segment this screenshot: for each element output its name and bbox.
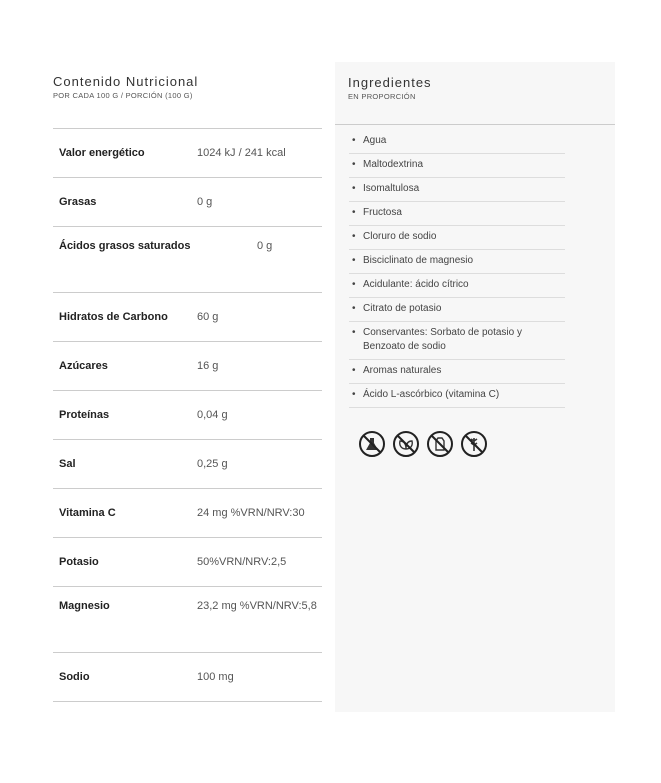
nutrient-value: 23,2 mg %VRN/NRV:5,8 xyxy=(197,600,317,612)
table-row xyxy=(53,653,322,702)
nutrient-value: 50%VRN/NRV:2,5 xyxy=(197,556,287,568)
list-item: • Maltodextrina xyxy=(349,154,565,178)
table-row xyxy=(53,391,322,440)
nutrient-value: 100 mg xyxy=(197,671,234,683)
list-item: • Citrato de potasio xyxy=(349,298,565,322)
nutrient-value: 0,25 g xyxy=(197,458,228,470)
table-row xyxy=(53,587,322,653)
nutrient-name: Ácidos grasos saturados xyxy=(59,240,191,252)
table-row xyxy=(53,178,322,227)
table-row xyxy=(53,129,322,178)
table-row xyxy=(53,227,322,293)
table-row xyxy=(53,489,322,538)
list-item: • Cloruro de sodio xyxy=(349,226,565,250)
vegan-icon xyxy=(392,430,420,458)
nutrient-value: 16 g xyxy=(197,360,219,372)
nutrient-name: Valor energético xyxy=(59,147,145,159)
ingredients-subtitle: EN PROPORCIÓN xyxy=(348,92,416,101)
list-item: • Agua xyxy=(349,130,565,154)
ingredients-title: Ingredientes xyxy=(348,75,432,90)
list-item: • Fructosa xyxy=(349,202,565,226)
nutrient-value: 1024 kJ / 241 kcal xyxy=(197,147,286,159)
nutrient-name: Proteínas xyxy=(59,409,110,421)
nutrient-name: Grasas xyxy=(59,196,97,208)
divider xyxy=(335,124,615,125)
list-item: • Aromas naturales xyxy=(349,360,565,384)
ingredients-panel xyxy=(335,62,615,712)
gluten-free-icon xyxy=(460,430,488,458)
ingredients-list xyxy=(349,130,565,408)
nutrition-title: Contenido Nutricional xyxy=(53,74,199,89)
no-chemicals-icon xyxy=(358,430,386,458)
nutrient-name: Sal xyxy=(59,458,76,470)
list-item: • Ácido L-ascórbico (vitamina C) xyxy=(349,384,565,408)
nutrition-table xyxy=(53,128,322,702)
table-row xyxy=(53,440,322,489)
table-row xyxy=(53,342,322,391)
nutrient-name: Vitamina C xyxy=(59,507,116,519)
nutrient-name: Sodio xyxy=(59,671,90,683)
nutrition-subtitle: POR CADA 100 G / PORCIÓN (100 G) xyxy=(53,91,193,100)
nutrient-value: 24 mg %VRN/NRV:30 xyxy=(197,507,305,519)
list-item: • Acidulante: ácido cítrico xyxy=(349,274,565,298)
list-item: • Bisciclinato de magnesio xyxy=(349,250,565,274)
nutrition-panel xyxy=(53,74,322,702)
nutrient-value: 60 g xyxy=(197,311,219,323)
nutrient-value: 0,04 g xyxy=(197,409,228,421)
table-row xyxy=(53,293,322,342)
diet-icons xyxy=(358,430,488,458)
nutrient-value: 0 g xyxy=(257,240,273,252)
table-row xyxy=(53,538,322,587)
list-item: • Conservantes: Sorbato de potasio y Benzoato de sodio xyxy=(349,322,565,360)
nutrient-name: Azúcares xyxy=(59,360,108,372)
nutrient-value: 0 g xyxy=(197,196,213,208)
nutrient-name: Hidratos de Carbono xyxy=(59,311,168,323)
nutrient-name: Potasio xyxy=(59,556,99,568)
nutrient-name: Magnesio xyxy=(59,600,110,612)
lactose-free-icon xyxy=(426,430,454,458)
list-item: • Isomaltulosa xyxy=(349,178,565,202)
